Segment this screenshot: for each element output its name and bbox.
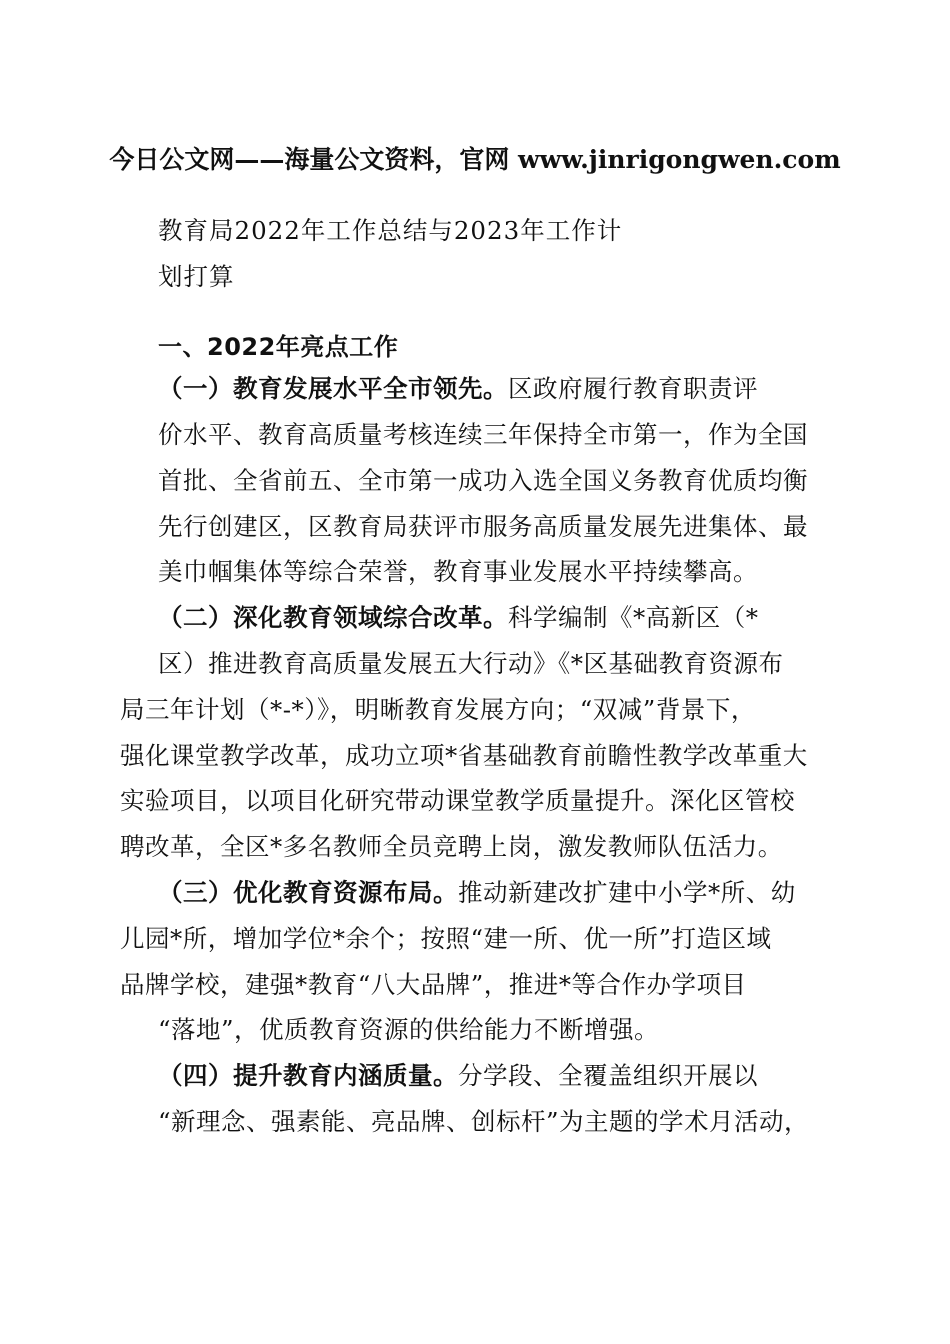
paragraph-text: 分学段、全覆盖组织开展以 <box>458 1061 758 1090</box>
paragraph-line <box>158 599 759 634</box>
paragraph-line: 强化课堂教学改革，成功立项*省基础教育前瞻性教学改革重大 <box>120 741 808 770</box>
paragraph-lead: （一）教育发展水平全市领先。 <box>158 374 508 403</box>
paragraph-line: 儿园*所，增加学位*余个；按照“建一所、优一所”打造区域 <box>120 924 772 953</box>
document-title-line-1: 教育局2022年工作总结与2023年工作计 <box>158 216 623 245</box>
paragraph-line: 价水平、教育高质量考核连续三年保持全市第一，作为全国 <box>158 420 808 449</box>
paragraph-text: 科学编制《*高新区（* <box>508 603 759 632</box>
paragraph-line: 局三年计划（*-*）》，明晰教育发展方向；“双减”背景下， <box>120 695 756 724</box>
paragraph-line: 先行创建区，区教育局获评市服务高质量发展先进集体、最 <box>158 512 808 541</box>
paragraph-line: “新理念、强素能、亮品牌、创标杆”为主题的学术月活动， <box>158 1107 810 1136</box>
paragraph-lead: （二）深化教育领域综合改革。 <box>158 603 508 632</box>
paragraph-line: 品牌学校，建强*教育“八大品牌”，推进*等合作办学项目 <box>120 970 747 999</box>
paragraph-line: 实验项目，以项目化研究带动课堂教学质量提升。深化区管校 <box>120 786 795 815</box>
paragraph-line <box>158 874 796 909</box>
paragraph-line: “落地”，优质教育资源的供给能力不断增强。 <box>158 1015 660 1044</box>
paragraph-text: 区政府履行教育职责评 <box>508 374 758 403</box>
section-heading: 一、2022年亮点工作 <box>158 333 399 361</box>
document-title-line-2: 划打算 <box>158 262 235 291</box>
paragraph-line: 聘改革，全区*多名教师全员竞聘上岗，激发教师队伍活力。 <box>120 832 783 861</box>
paragraph-lead: （四）提升教育内涵质量。 <box>158 1061 458 1090</box>
paragraph-lead: （三）优化教育资源布局。 <box>158 878 458 907</box>
site-banner: 今日公文网——海量公文资料，官网 www.jinrigongwen.com <box>109 145 841 174</box>
paragraph-line <box>158 1057 758 1092</box>
paragraph-text: 推动新建改扩建中小学*所、幼 <box>458 878 796 907</box>
paragraph-line: 区）推进教育高质量发展五大行动》《*区基础教育资源布 <box>158 649 784 678</box>
paragraph-line <box>158 370 758 405</box>
paragraph-line: 首批、全省前五、全市第一成功入选全国义务教育优质均衡 <box>158 466 808 495</box>
paragraph-line: 美巾帼集体等综合荣誉，教育事业发展水平持续攀高。 <box>158 557 758 586</box>
